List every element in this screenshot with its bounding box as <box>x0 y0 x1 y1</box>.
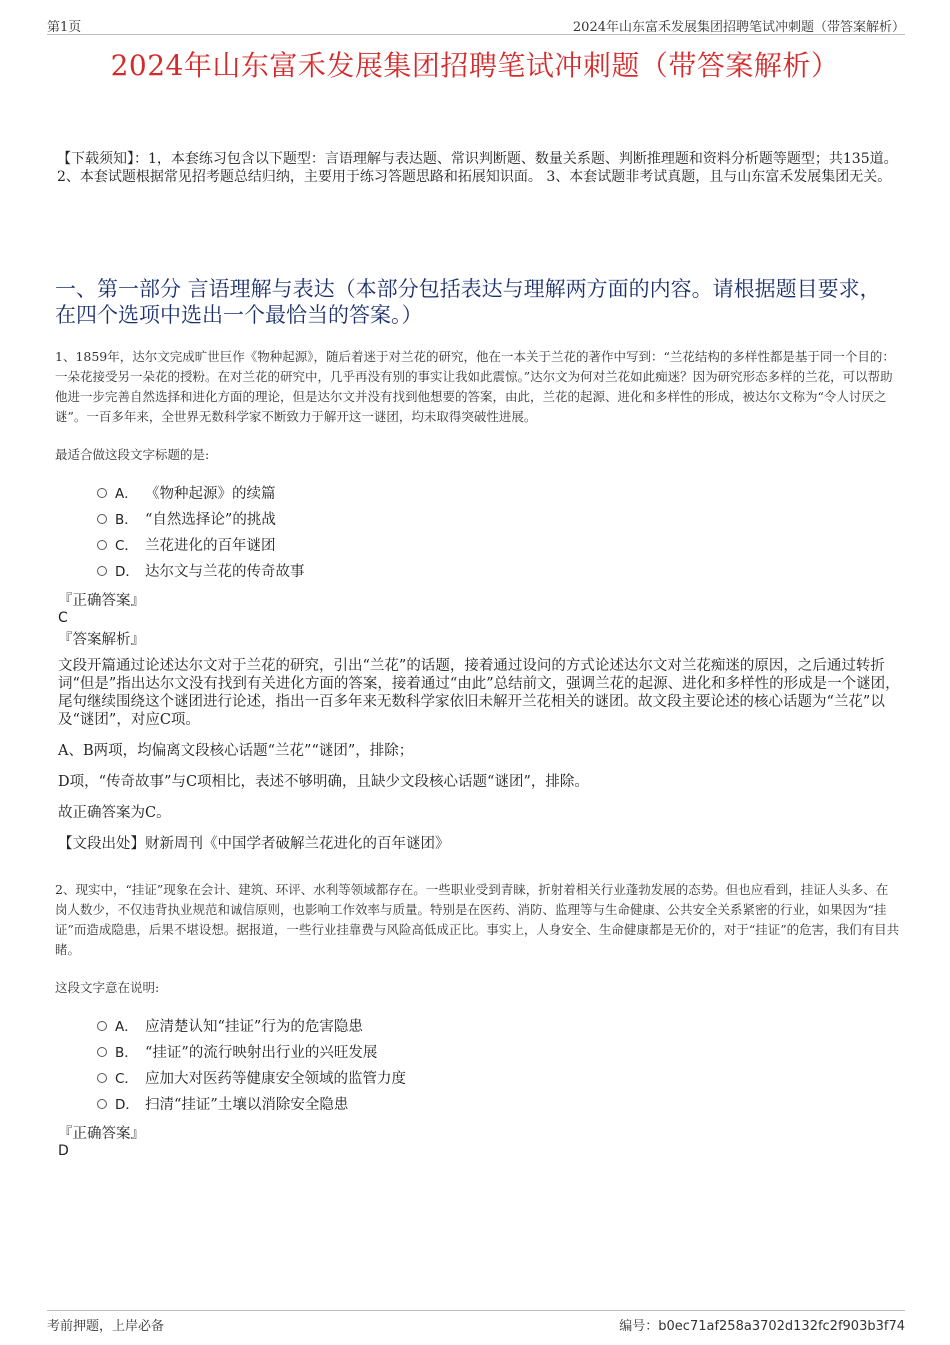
section-heading: 一、第一部分 言语理解与表达（本部分包括表达与理解两方面的内容。请根据题目要求，在四个选项中选出一个最恰当的答案。） <box>55 277 881 327</box>
option-b[interactable] <box>55 505 900 531</box>
option-b[interactable] <box>55 1038 900 1064</box>
analysis-paragraph: D项，“传奇故事”与C项相比，表述不够明确，且缺少文段核心话题“谜团”，排除。 <box>58 774 589 790</box>
option-letter: C． <box>115 1071 138 1087</box>
analysis-paragraph: A、B两项，均偏离文段核心话题“兰花”“谜团”，排除； <box>58 743 414 759</box>
question-2 <box>55 880 900 1159</box>
source-citation: 【文段出处】财新周刊《中国学者破解兰花进化的百年谜团》 <box>58 836 450 852</box>
option-a[interactable] <box>55 1012 900 1038</box>
option-text: 扫清“挂证”土壤以消除安全隐患 <box>145 1096 349 1113</box>
radio-icon[interactable] <box>97 1099 107 1109</box>
option-text: 兰花进化的百年谜团 <box>145 537 276 554</box>
answer-value: C <box>58 610 68 626</box>
option-letter: D． <box>115 564 139 580</box>
download-notice: 【下载须知】：1，本套练习包含以下题型：言语理解与表达题、常识判断题、数量关系题、判断推理题和资料分析题等题型；共135道。 2、本套试题根据常见招考题总结归纳，主要用于练习答题思路和拓展知识面。 3、本套试题非考试真题，且与山东富禾发展集团无关。 <box>57 151 898 185</box>
radio-icon[interactable] <box>97 1021 107 1031</box>
option-letter: B． <box>115 1045 138 1061</box>
question-1-options <box>55 479 900 583</box>
footer-slogan: 考前押题，上岸必备 <box>47 1319 165 1334</box>
option-letter: B． <box>115 512 138 528</box>
question-1 <box>55 347 900 853</box>
analysis-paragraph: 故正确答案为C。 <box>58 805 171 821</box>
page-number: 第1页 <box>47 20 82 35</box>
option-text: 应加大对医药等健康安全领域的监管力度 <box>145 1070 406 1087</box>
question-2-text: 2、现实中，“挂证”现象在会计、建筑、环评、水利等领域都存在。一些职业受到青睐，折射着相关行业蓬勃发展的态势。但也应看到，挂证人头多、在岗人数少，不仅违背执业规范和诚信原则，也影响工作效率与质量。特别是在医药、消防、监理等与生命健康、公共安全关系紧密的行业，如果因为“挂证”而造成隐患，后果不堪设想。据报道，一些行业挂靠费与风险高低成正比。事实上，人身安全、生命健康都是无价的，对于“挂证”的危害，我们有目共睹。 <box>55 882 900 957</box>
option-letter: A． <box>115 1019 138 1035</box>
option-letter: D． <box>115 1097 139 1113</box>
document-title: 2024年山东富禾发展集团招聘笔试冲刺题（带答案解析） <box>110 49 840 82</box>
page-header <box>47 14 905 35</box>
answer-value: D <box>58 1143 69 1159</box>
analysis-paragraph: 文段开篇通过论述达尔文对于兰花的研究，引出“兰花”的话题，接着通过设问的方式论述达尔文对兰花痴迷的原因，之后通过转折词“但是”指出达尔文没有找到有关进化方面的答案，接着通过“由此”总结前文，强调兰花的起源、进化和多样性的形成是一个谜团，尾句继续围绕这个谜团进行论述，指出一百多年来无数科学家依旧未解开兰花相关的谜团。故文段主要论述的核心话题为“兰花”以及“谜团”，对应C项。 <box>58 658 900 728</box>
analysis-body <box>55 657 900 853</box>
option-d[interactable] <box>55 1090 900 1116</box>
header-doc-title: 2024年山东富禾发展集团招聘笔试冲刺题（带答案解析） <box>572 20 905 35</box>
option-letter: A． <box>115 486 138 502</box>
option-text: “挂证”的流行映射出行业的兴旺发展 <box>145 1044 378 1061</box>
question-2-prompt: 这段文字意在说明: <box>55 980 160 995</box>
option-text: “自然选择论”的挑战 <box>145 511 276 528</box>
radio-icon[interactable] <box>97 1073 107 1083</box>
option-a[interactable] <box>55 479 900 505</box>
option-d[interactable] <box>55 557 900 583</box>
answer-label: 『正确答案』 <box>58 593 145 609</box>
question-1-text: 1、1859年，达尔文完成旷世巨作《物种起源》，随后着迷于对兰花的研究，他在一本关于兰花的著作中写到：“兰花结构的多样性都是基于同一个目的：一朵花接受另一朵花的授粉。在对兰花的研究中，几乎再没有别的事实让我如此震惊。”达尔文为何对兰花如此痴迷？因为研究形态多样的兰花，可以帮助他进一步完善自然选择和进化方面的理论，但是达尔文并没有找到他想要的答案，由此，兰花的起源、进化和多样性的形成，被达尔文称为“令人讨厌之谜”。一百多年来，全世界无数科学家不断致力于解开这一谜团，均未取得突破性进展。 <box>55 349 895 424</box>
footer-serial <box>619 1315 905 1334</box>
option-text: 应清楚认知“挂证”行为的危害隐患 <box>145 1018 363 1035</box>
radio-icon[interactable] <box>97 514 107 524</box>
radio-icon[interactable] <box>97 488 107 498</box>
serial-number: b0ec71af258a3702d132fc2f903b3f74 <box>658 1319 905 1334</box>
analysis-label: 『答案解析』 <box>58 632 145 648</box>
option-c[interactable] <box>55 531 900 557</box>
option-letter: C． <box>115 538 138 554</box>
question-1-prompt: 最适合做这段文字标题的是: <box>55 447 210 462</box>
option-text: 《物种起源》的续篇 <box>145 485 276 502</box>
page-footer <box>47 1310 905 1334</box>
option-text: 达尔文与兰花的传奇故事 <box>145 563 305 580</box>
option-c[interactable] <box>55 1064 900 1090</box>
radio-icon[interactable] <box>97 540 107 550</box>
radio-icon[interactable] <box>97 566 107 576</box>
radio-icon[interactable] <box>97 1047 107 1057</box>
question-2-options <box>55 1012 900 1116</box>
serial-label: 编号： <box>619 1319 659 1334</box>
answer-label: 『正确答案』 <box>58 1126 145 1142</box>
